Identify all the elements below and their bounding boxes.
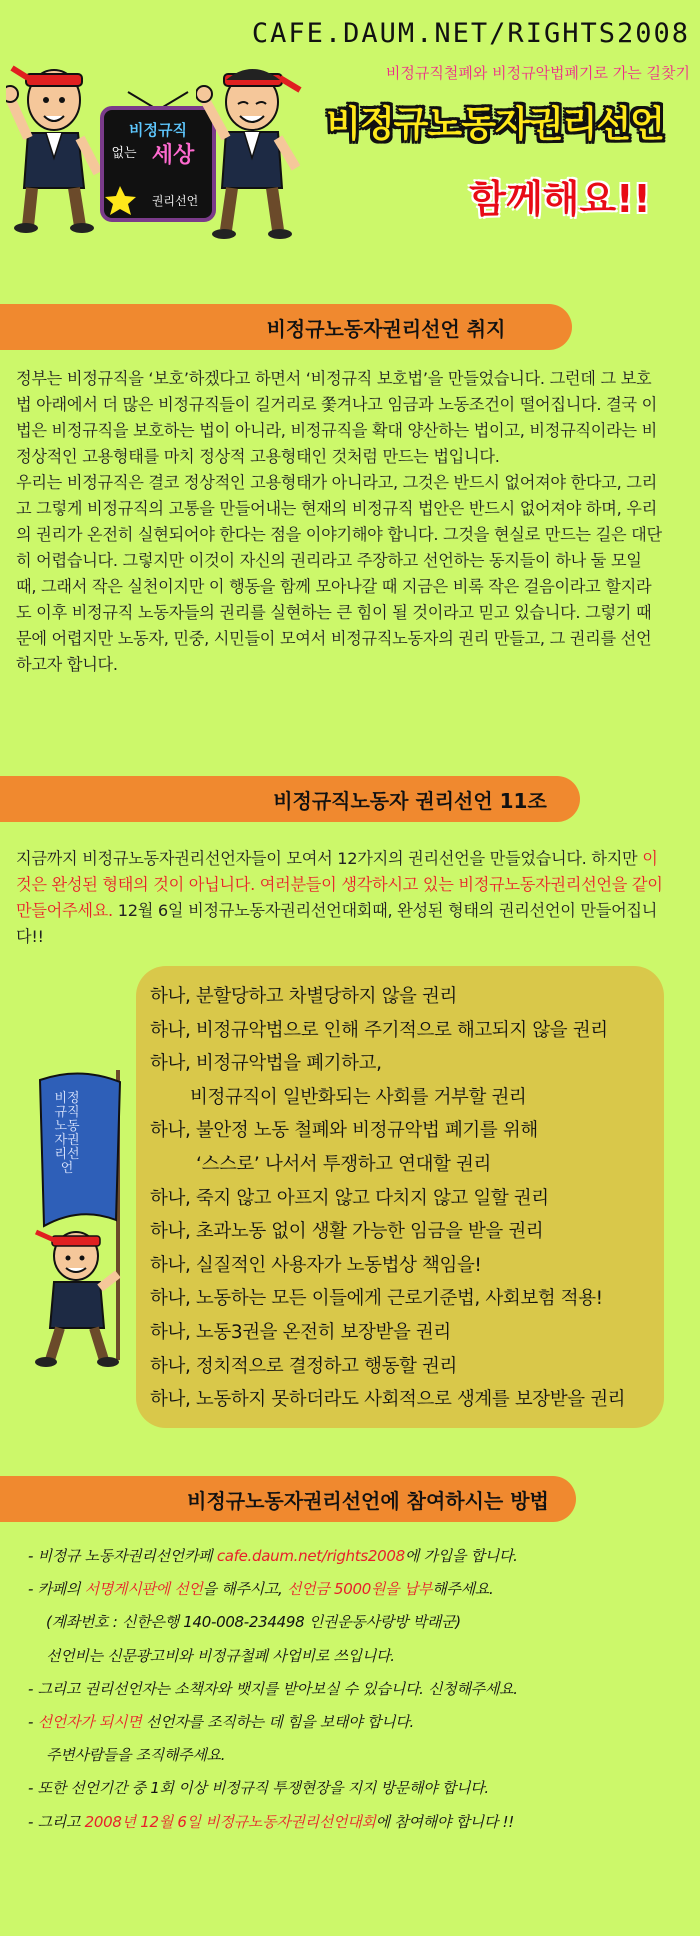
howto-line-4: 선언비는 신문광고비와 비정규철폐 사업비로 쓰입니다. bbox=[46, 1646, 395, 1665]
rights-item-10: 하나, 정치적으로 결정하고 행동할 권리 bbox=[150, 1355, 457, 1377]
howto-line-9-text-2: 에 참여해야 합니다 !! bbox=[375, 1812, 514, 1831]
howto-line-2-text: - 카페의 bbox=[28, 1580, 85, 1599]
howto-line-6-text: - bbox=[28, 1713, 38, 1732]
rights-list bbox=[150, 980, 670, 1417]
section-heading-purpose-label: 비정규노동자권리선언 취지 bbox=[266, 316, 506, 341]
rights-item-2: 하나, 비정규악법으로 인해 주기적으로 해고되지 않을 권리 bbox=[150, 1019, 608, 1041]
howto-line-8: - 또한 선언기간 중 1회 이상 비정규직 투쟁현장을 지지 방문해야 합니다. bbox=[28, 1779, 489, 1798]
rights-item-6: 하나, 초과노동 없이 생활 가능한 임금을 받을 권리 bbox=[150, 1221, 544, 1243]
logo-text-1: 비정규직 bbox=[129, 121, 187, 139]
rights-intro-text-2: 12월 6일 비정규노동자권리선언대회때, 완성된 형태의 권리선언이 만들어집니다!! bbox=[16, 901, 658, 946]
howto-line-6-highlight: 선언자가 되시면 bbox=[37, 1713, 142, 1732]
howto-list bbox=[28, 1540, 678, 1839]
rights-intro-highlight: 이것은 완성된 형태의 것이 아닙니다. 여러분들이 생각하시고 있는 비정규노동자권리선언을 같이 만들어주세요. bbox=[16, 849, 663, 920]
purpose-text bbox=[16, 366, 664, 678]
rights-item-4: 하나, 불안정 노동 철폐와 비정규악법 폐기를 위해 bbox=[150, 1120, 538, 1142]
howto-line-1 bbox=[28, 1540, 678, 1573]
howto-line-9-highlight: 2008년 12월 6일 비정규노동자권리선언대회 bbox=[84, 1812, 376, 1831]
cafe-url[interactable]: CAFE.DAUM.NET/RIGHTS2008 bbox=[251, 18, 690, 49]
section-heading-purpose bbox=[0, 304, 572, 350]
rights-item-4-cont: ‘스스로’ 나서서 투쟁하고 연대할 권리 bbox=[196, 1153, 491, 1175]
rights-intro bbox=[16, 846, 668, 950]
section-heading-rights-label: 비정규직노동자 권리선언 11조 bbox=[273, 788, 547, 813]
purpose-paragraph-1: 정부는 비정규직을 ‘보호’하겠다고 하면서 ‘비정규직 보호법’을 만들었습니다. 그런데 그 보호법 아래에서 더 많은 비정규직들이 길거리로 쫓겨나고 임금과 노동조건이 떨어집니다. 결국 이 법은 비정규직을 보호하는 법이 아니라, 비정규직을 확대 양산하는 법이고, 비정규직이라는 비정상적인 고용형태를 마치 정상적 고용형태인 것처럼 만드는 법입니다. bbox=[16, 369, 657, 466]
howto-line-9 bbox=[28, 1806, 678, 1839]
tagline: 비정규직철폐와 비정규악법폐기로 가는 길찾기 bbox=[385, 64, 690, 82]
howto-line-6-text-2: 선언자를 조직하는 데 힘을 보태야 합니다. bbox=[141, 1713, 414, 1732]
section-heading-rights bbox=[0, 776, 580, 822]
cartoon-worker-right-illustration bbox=[196, 58, 306, 248]
howto-account-line: (계좌번호 : 신한은행 140-008-234498 인권운동사랑방 박래군) bbox=[46, 1613, 461, 1632]
rights-item-5: 하나, 죽지 않고 아프지 않고 다치지 않고 일할 권리 bbox=[150, 1187, 549, 1209]
rights-item-3-cont: 비정규직이 일반화되는 사회를 거부할 권리 bbox=[190, 1086, 527, 1108]
rights-intro-text: 지금까지 비정규노동자권리선언자들이 모여서 12가지의 권리선언을 만들었습니다. 하지만 bbox=[16, 849, 643, 868]
howto-line-2-highlight-2: 선언금 5000원을 납부 bbox=[286, 1580, 433, 1599]
rights-item-7: 하나, 실질적인 사용자가 노동법상 책임을! bbox=[150, 1254, 482, 1276]
rights-item-3: 하나, 비정규악법을 폐기하고, bbox=[150, 1053, 382, 1075]
rights-item-9: 하나, 노동3권을 온전히 보장받을 권리 bbox=[150, 1321, 451, 1343]
howto-line-9-text: - 그리고 bbox=[28, 1812, 85, 1831]
howto-line-2-text-2: 을 해주시고, bbox=[202, 1580, 287, 1599]
howto-line-6 bbox=[28, 1706, 678, 1739]
page-title: 비정규노동자권리선언 bbox=[326, 104, 664, 145]
howto-line-1-text-2: 에 가입을 합니다. bbox=[404, 1547, 518, 1565]
howto-line-2-text-3: 해주세요. bbox=[432, 1580, 494, 1599]
rights-item-1: 하나, 분할당하고 차별당하지 않을 권리 bbox=[150, 986, 457, 1007]
purpose-paragraph-2: 우리는 비정규직은 결코 정상적인 고용형태가 아니라고, 그것은 반드시 없어져야 한다고, 그리고 그렇게 비정규직의 고통을 만들어내는 현재의 비정규직 법안은 반드시 없어져야 하며, 우리의 권리가 온전히 실현되어야 한다는 점을 이야기해야 합니다. 그것을 현실로 만드는 길은 대단히 어렵습니다. 그렇지만 이것이 자신의 권리라고 주장하고 선언하는 동지들이 하나 둘 모일 때, 그래서 작은 실천이지만 이 행동을 함께 모아나갈 때 지금은 비록 작은 걸음이라고 할지라도 이후 비정규직 노동자들의 권리를 실현하는 큰 힘이 될 것이라고 믿고 있습니다. 그렇기 때문에 어렵지만 노동자, 민중, 시민들이 모여서 비정규직노동자의 권리 만들고, 그 권리를 선언하고자 합니다. bbox=[16, 473, 662, 674]
rights-item-8: 하나, 노동하는 모든 이들에게 근로기준법, 사회보험 적용! bbox=[150, 1288, 603, 1310]
cafe-link[interactable]: cafe.daum.net/rights2008 bbox=[216, 1547, 405, 1565]
logo-text-4: 권리선언 bbox=[151, 194, 199, 208]
section-heading-howto bbox=[0, 1476, 576, 1522]
banner-text: 비정규직노동자권리선언 bbox=[54, 1091, 80, 1176]
howto-line-7: 주변사람들을 조직해주세요. bbox=[46, 1746, 226, 1765]
section-heading-howto-label: 비정규노동자권리선언에 참여하시는 방법 bbox=[187, 1488, 549, 1513]
cartoon-worker-left-illustration bbox=[6, 38, 106, 238]
howto-line-2-highlight-1: 서명게시판에 선언 bbox=[84, 1580, 203, 1599]
howto-line-2 bbox=[28, 1573, 678, 1606]
howto-line-1-text: - 비정규 노동자권리선언카페 bbox=[28, 1547, 217, 1565]
logo-text-2: 없는 bbox=[111, 146, 137, 161]
logo-text-3: 세상 bbox=[151, 143, 195, 168]
rights-item-11: 하나, 노동하지 못하더라도 사회적으로 생계를 보장받을 권리 bbox=[150, 1389, 626, 1411]
howto-line-5: - 그리고 권리선언자는 소책자와 뱃지를 받아보실 수 있습니다. 신청해주세요. bbox=[28, 1679, 518, 1698]
together-slogan: 함께해요!! bbox=[469, 177, 651, 221]
